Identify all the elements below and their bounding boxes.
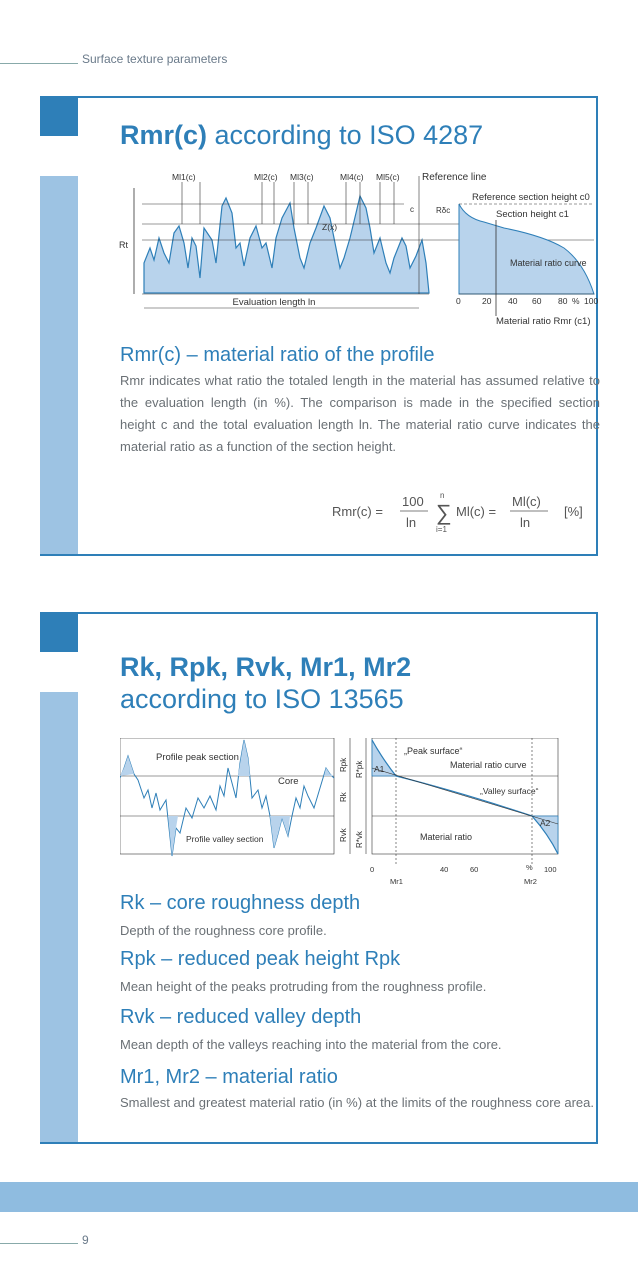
rspk-label: R*pk bbox=[355, 760, 364, 778]
rpk-label: Rpk bbox=[339, 757, 348, 772]
rmr-card bbox=[40, 96, 598, 556]
axis-label: Material ratio Rmr (c1) bbox=[496, 316, 591, 327]
reference-line-label: Reference line bbox=[422, 172, 487, 183]
axis-tick-60: 60 bbox=[532, 296, 542, 306]
rk-axis-tick-0: 0 bbox=[370, 865, 375, 874]
material-ratio-curve-label: Material ratio curve bbox=[450, 760, 527, 770]
profile-peak-label: Profile peak section bbox=[156, 752, 239, 763]
formula-sum-bottom: i=1 bbox=[436, 525, 447, 534]
mr-text: Smallest and greatest material ratio (in %) at the limits of the roughness core area. bbox=[120, 1095, 594, 1110]
rk-heading: Rk – core roughness depth bbox=[120, 892, 361, 914]
axis-tick-0: 0 bbox=[456, 296, 461, 306]
section-height-label: Section height c1 bbox=[496, 209, 569, 220]
material-ratio-label: Material ratio bbox=[420, 832, 473, 842]
footer-rule bbox=[0, 1243, 78, 1244]
rsvk-label: R*vk bbox=[355, 831, 364, 848]
profile-area bbox=[144, 196, 429, 293]
formula-num2: Ml(c) bbox=[512, 494, 541, 509]
card-side-gap bbox=[40, 136, 78, 176]
axis-tick-40: 40 bbox=[508, 296, 518, 306]
profile-valley-label: Profile valley section bbox=[186, 834, 264, 844]
rk-axis-tick-100: 100 bbox=[544, 865, 557, 874]
axis-tick-pct: % bbox=[572, 296, 580, 306]
a2-label: A2 bbox=[540, 818, 551, 828]
ml4-label: Ml4(c) bbox=[340, 172, 364, 182]
c-label: c bbox=[410, 205, 414, 214]
rmr-formula bbox=[332, 486, 602, 536]
ml5-label: Ml5(c) bbox=[376, 172, 400, 182]
mr-heading: Mr1, Mr2 – material ratio bbox=[120, 1066, 338, 1088]
formula-den1: ln bbox=[406, 515, 417, 530]
rpk-text: Mean height of the peaks protruding from the roughness profile. bbox=[120, 979, 487, 994]
axis-tick-20: 20 bbox=[482, 296, 492, 306]
formula-sum-top: n bbox=[440, 491, 445, 500]
rt-label: Rt bbox=[119, 240, 128, 250]
footer-band bbox=[0, 1182, 638, 1212]
ref-section-height-label: Reference section height c0 bbox=[472, 192, 590, 203]
axis-tick-80: 80 bbox=[558, 296, 568, 306]
eval-length-label: Evaluation length ln bbox=[232, 297, 316, 308]
material-ratio-curve-label: Material ratio curve bbox=[510, 258, 587, 268]
card-side-accent bbox=[40, 612, 78, 652]
rk-axis-tick-pct: % bbox=[526, 863, 533, 872]
core-label: Core bbox=[278, 776, 299, 787]
rk-title-line1: Rk, Rpk, Rvk, Mr1, Mr2 bbox=[120, 652, 412, 682]
formula-lhs: Rmr(c) = bbox=[332, 504, 383, 519]
card-side-gap bbox=[40, 652, 78, 692]
formula-sigma: ∑ bbox=[436, 500, 452, 525]
formula-den2: ln bbox=[520, 515, 531, 530]
zx-label: Z(x) bbox=[322, 222, 338, 232]
rk-card bbox=[40, 612, 598, 1144]
formula-num1: 100 bbox=[402, 494, 424, 509]
rdc-label: Rδc bbox=[436, 206, 451, 215]
peak-surface-label: „Peak surface“ bbox=[404, 746, 463, 756]
rk-axis-tick-60: 60 bbox=[470, 865, 479, 874]
section-title: Surface texture parameters bbox=[82, 52, 228, 66]
rvk-text: Mean depth of the valleys reaching into the material from the core. bbox=[120, 1037, 502, 1052]
rvk-heading: Rvk – reduced valley depth bbox=[120, 1006, 362, 1028]
rmr-subtitle: Rmr(c) – material ratio of the profile bbox=[120, 344, 435, 366]
rmr-body: Rmr indicates what ratio the totaled length in the material has assumed relative to the evaluation length (in %). The comparison is made in the specified section height c and the total evaluation length ln. The material ratio curve indicates the material ratio as a function of the section height. bbox=[120, 373, 600, 454]
rmr-figure bbox=[104, 168, 598, 328]
rk-figure bbox=[120, 738, 564, 888]
mr1-label: Mr1 bbox=[390, 877, 403, 886]
card-side-accent bbox=[40, 96, 78, 136]
rk-text: Depth of the roughness core profile. bbox=[120, 923, 327, 938]
rk-axis-tick-40: 40 bbox=[440, 865, 449, 874]
ml1-label: Ml1(c) bbox=[172, 172, 196, 182]
formula-unit: [%] bbox=[564, 504, 583, 519]
ml2-label: Ml2(c) bbox=[254, 172, 278, 182]
ml3-label: Ml3(c) bbox=[290, 172, 314, 182]
a1-label: A1 bbox=[374, 764, 385, 774]
header-rule bbox=[0, 63, 78, 64]
mr2-label: Mr2 bbox=[524, 877, 537, 886]
rk-label: Rk bbox=[339, 792, 348, 802]
valley-surface-label: „Valley surface“ bbox=[480, 786, 539, 796]
axis-tick-100: 100 bbox=[584, 296, 598, 306]
rvk-label: Rvk bbox=[339, 828, 348, 842]
rpk-heading: Rpk – reduced peak height Rpk bbox=[120, 948, 401, 970]
page-number: 9 bbox=[82, 1233, 89, 1247]
rk-title-line2: according to ISO 13565 bbox=[120, 684, 404, 714]
formula-mid: Ml(c) = bbox=[456, 504, 497, 519]
rmr-title: Rmr(c) according to ISO 4287 bbox=[120, 120, 484, 150]
